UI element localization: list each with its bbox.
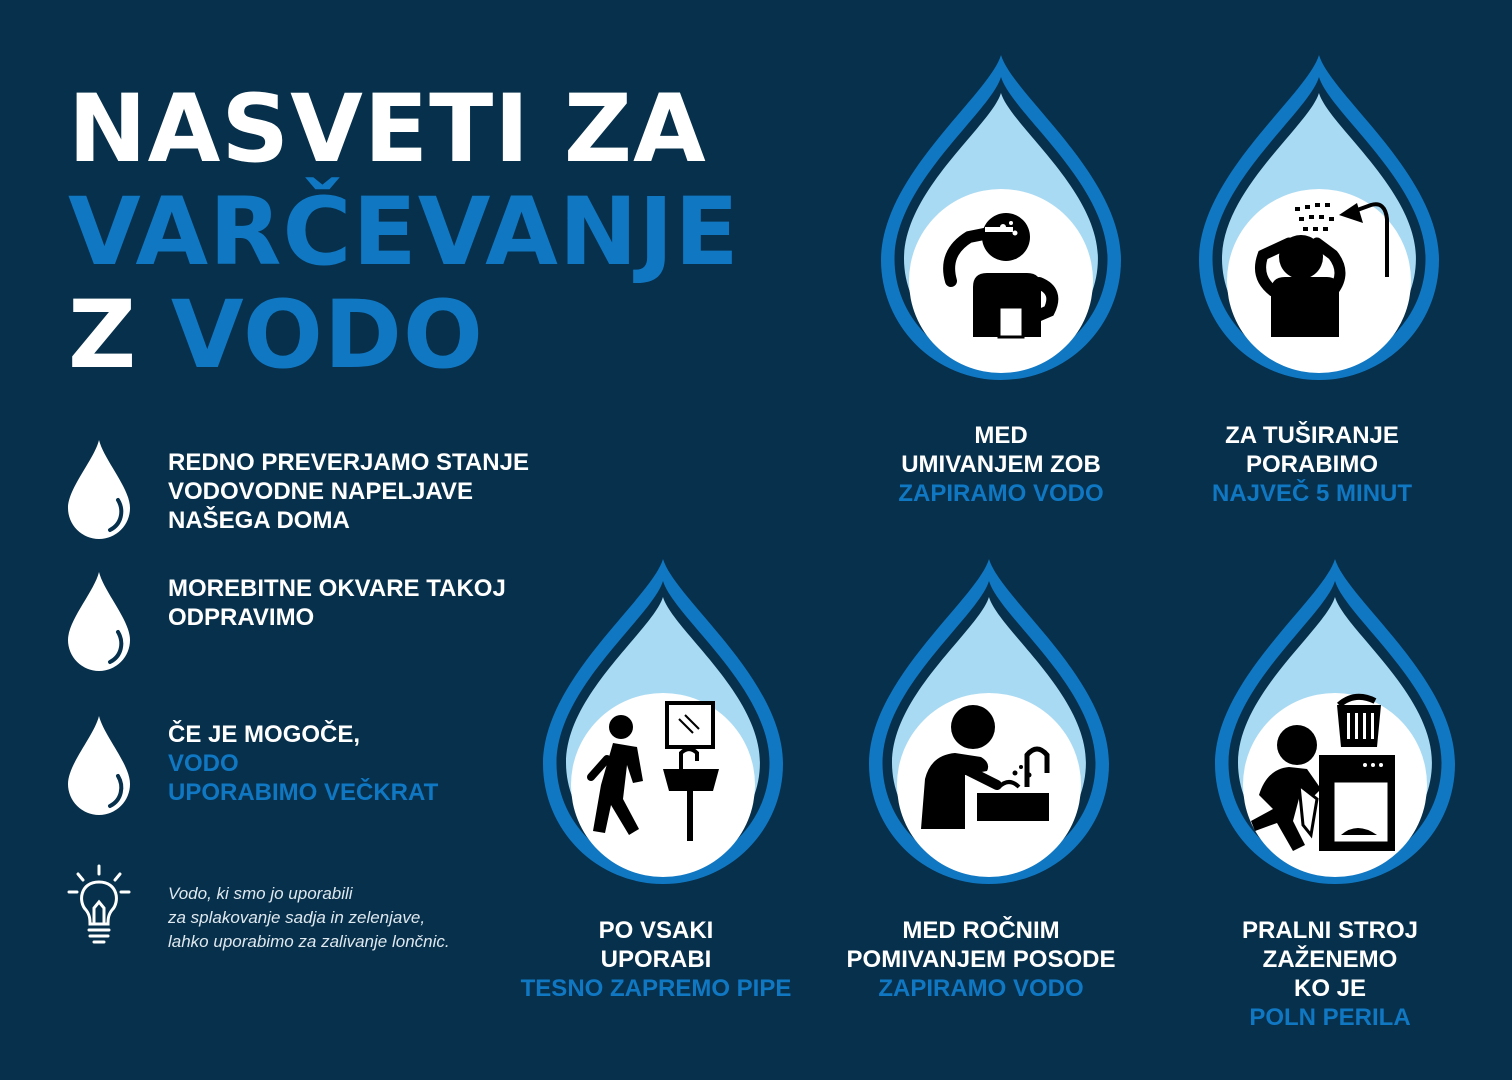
drop-card-shower bbox=[1196, 52, 1442, 386]
caption-fragment: KO JE bbox=[1293, 975, 1367, 1002]
card-caption-washbasin bbox=[496, 916, 816, 1003]
caption-line-blue: NAJVEČ 5 MINUT bbox=[1211, 480, 1413, 507]
title-line-2: VARČEVANJE bbox=[68, 178, 740, 287]
caption-line: UPORABI bbox=[600, 946, 712, 973]
tip-line: MOREBITNE OKVARE TAKOJ bbox=[168, 575, 506, 602]
card-caption-dishwashing bbox=[821, 916, 1141, 1003]
caption-line: PORABIMO bbox=[1246, 451, 1378, 478]
caption-line: ZA TUŠIRANJE bbox=[1225, 422, 1399, 449]
caption-line: MED ROČNIM bbox=[902, 917, 1060, 944]
tip-line: ODPRAVIMO bbox=[168, 604, 315, 631]
tip-text bbox=[168, 448, 588, 535]
note-line: za splakovanje sadja in zelenjave, bbox=[168, 908, 426, 927]
caption-line: POMIVANJEM POSODE bbox=[846, 946, 1116, 973]
tip-text bbox=[168, 720, 588, 807]
water-drop-icon bbox=[66, 438, 132, 542]
caption-line-blue: ZAPIRAMO VODO bbox=[878, 975, 1084, 1002]
tip-text bbox=[168, 574, 588, 632]
card-caption-shower bbox=[1152, 421, 1472, 508]
caption-line-mixed bbox=[1170, 974, 1490, 1032]
card-caption-washing-machine bbox=[1170, 916, 1490, 1032]
title-line-3-blue: VODO bbox=[170, 281, 484, 390]
caption-line: UMIVANJEM ZOB bbox=[901, 451, 1101, 478]
tip-line: REDNO PREVERJAMO STANJE bbox=[168, 449, 529, 476]
title-line-3-white: Z bbox=[68, 281, 138, 390]
caption-line: MED bbox=[974, 422, 1028, 449]
water-drop-icon bbox=[66, 714, 132, 818]
title-line-1: NASVETI ZA bbox=[68, 75, 707, 184]
drop-card-washbasin bbox=[540, 556, 786, 890]
tip-line-blue: VODO bbox=[168, 750, 239, 777]
tip-line: VODOVODNE NAPELJAVE bbox=[168, 478, 473, 505]
caption-line-blue: ZAPIRAMO VODO bbox=[898, 480, 1104, 507]
tip-line: NAŠEGA DOMA bbox=[168, 507, 350, 534]
caption-line-blue: TESNO ZAPREMO PIPE bbox=[520, 975, 792, 1002]
tip-note bbox=[168, 882, 450, 954]
note-line: lahko uporabimo za zalivanje lončnic. bbox=[168, 932, 450, 951]
note-line: Vodo, ki smo jo uporabili bbox=[168, 884, 353, 903]
caption-line: PRALNI STROJ bbox=[1241, 917, 1418, 944]
title-line-3 bbox=[68, 281, 740, 390]
water-drop-icon bbox=[66, 570, 132, 674]
drop-card-dishwashing bbox=[866, 556, 1112, 890]
caption-line: ZAŽENEMO bbox=[1262, 946, 1398, 973]
caption-fragment-blue: POLN PERILA bbox=[1249, 1004, 1411, 1031]
card-caption-brushing bbox=[841, 421, 1161, 508]
tip-line: ČE JE MOGOČE, bbox=[168, 721, 361, 748]
drop-card-washing-machine bbox=[1212, 556, 1458, 890]
drop-card-brushing-teeth bbox=[878, 52, 1124, 386]
tip-line-blue: UPORABIMO VEČKRAT bbox=[168, 779, 439, 806]
caption-line: PO VSAKI bbox=[598, 917, 714, 944]
page-title bbox=[68, 75, 740, 390]
lightbulb-icon bbox=[66, 862, 132, 952]
